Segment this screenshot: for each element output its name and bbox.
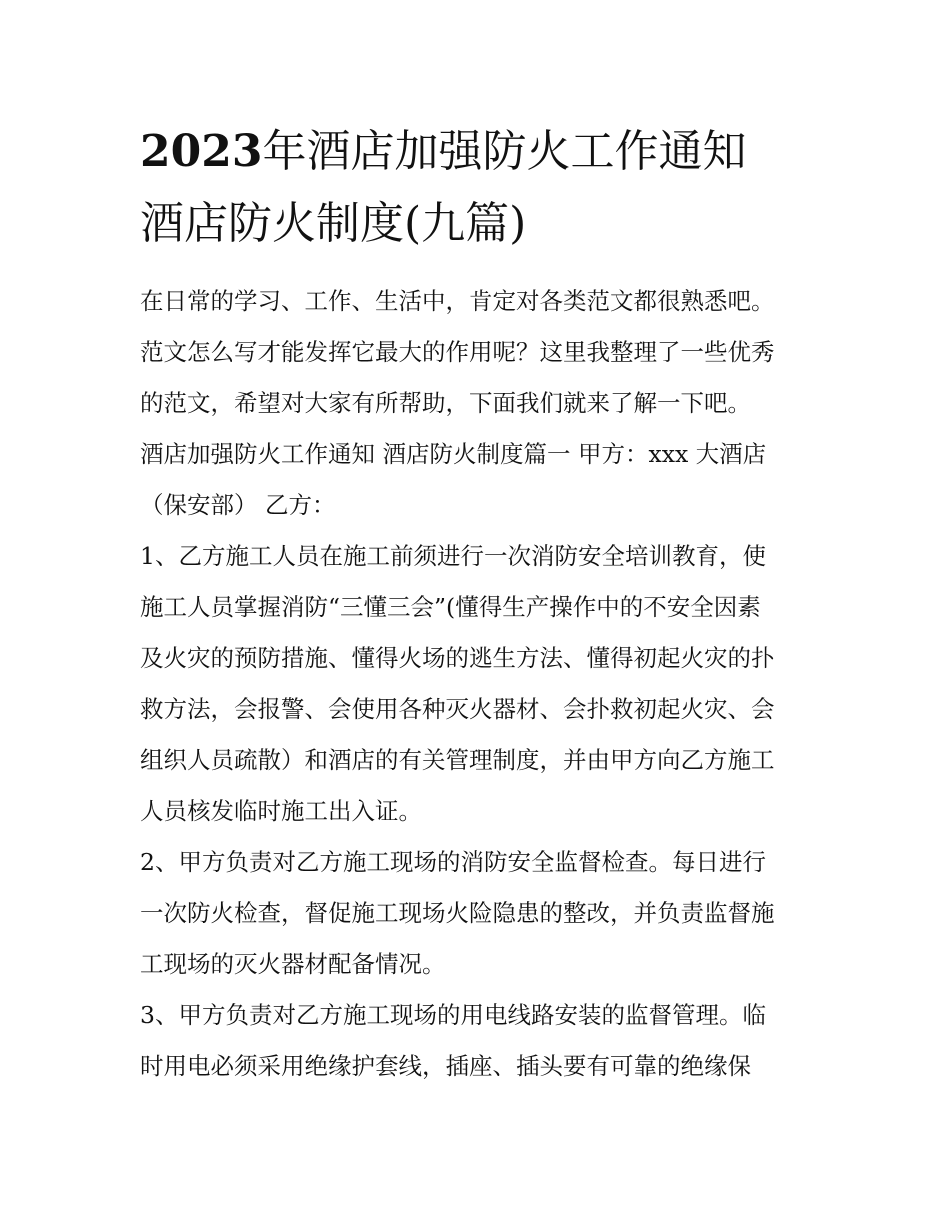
title-line-1 — [140, 116, 820, 188]
body-line: 一次防火检查，督促施工现场火险隐患的整改，并负责监督施 — [140, 899, 775, 927]
title-year: 2023 — [140, 126, 263, 177]
body-line: 在日常的学习、工作、生活中，肯定对各类范文都很熟悉吧。 — [140, 287, 775, 315]
body-line: 施工人员掌握消防“三懂三会”(懂得生产操作中的不安全因素 — [140, 593, 761, 621]
body-line: 时用电必须采用绝缘护套线，插座、插头要有可靠的绝缘保 — [140, 1052, 751, 1080]
document-title — [140, 116, 820, 260]
body-line: 的范文，希望对大家有所帮助，下面我们就来了解一下吧。 — [140, 389, 751, 417]
body-line: 及火灾的预防措施、懂得火场的逃生方法、懂得初起火灾的扑 — [140, 644, 775, 672]
title-line-1-text: 年酒店加强防火工作通知 — [262, 126, 747, 177]
body-line: 3、甲方负责对乙方施工现场的用电线路安装的监督管理。临 — [140, 1001, 766, 1029]
body-line: 救方法，会报警、会使用各种灭火器材、会扑救初起火灾、会 — [140, 695, 775, 723]
body-line: 组织人员疏散）和酒店的有关管理制度，并由甲方向乙方施工 — [140, 746, 775, 774]
body-line: 1、乙方施工人员在施工前须进行一次消防安全培训教育，使 — [140, 542, 766, 570]
title-line-2: 酒店防火制度(九篇) — [140, 198, 527, 249]
body-line: 人员核发临时施工出入证。 — [140, 797, 422, 825]
body-line: 酒店加强防火工作通知 酒店防火制度篇一 甲方：xxx 大酒店 — [140, 440, 767, 468]
body-line: （保安部） 乙方： — [140, 491, 336, 519]
body-line: 2、甲方负责对乙方施工现场的消防安全监督检查。每日进行 — [140, 848, 766, 876]
body-line: 工现场的灭火器材配备情况。 — [140, 950, 446, 978]
body-line: 范文怎么写才能发挥它最大的作用呢？这里我整理了一些优秀 — [140, 338, 775, 366]
document-body — [140, 276, 820, 1092]
